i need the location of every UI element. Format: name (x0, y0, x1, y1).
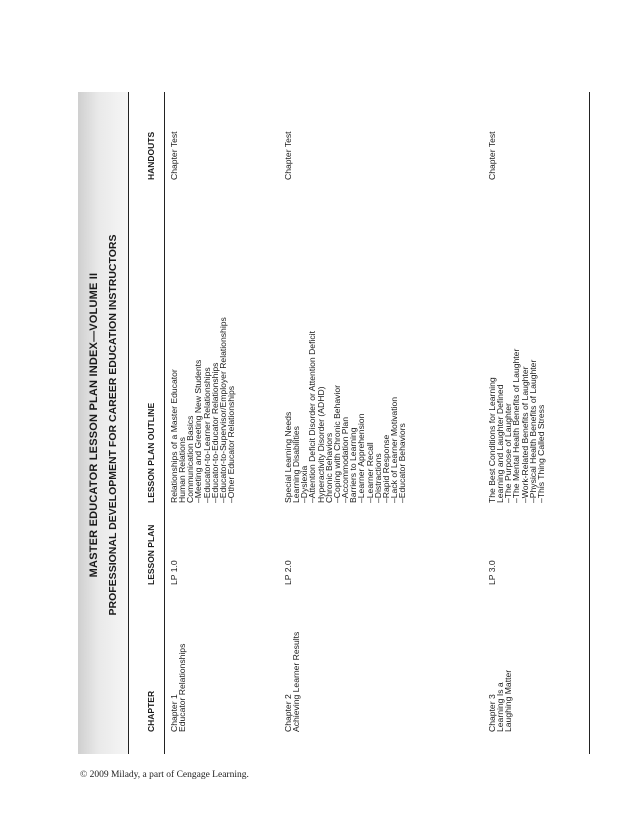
page-title: MASTER EDUCATOR LESSON PLAN INDEX—VOLUME II (88, 272, 100, 578)
table-row-2-outline: Special Learning Needs Learning Disabilities –Dyslexia –Attention Deficit Disorder or Attention Deficit Hyperactivity Disorder (ADHD) Chronic Behaviors –Coping with Chronic Behavior –Accommodation Plan Barriers to Learning –Learner Apprehension –Learner Recall –Distractions –Rapid Response –Lack of Learner Motivation –Educator Behaviors (283, 331, 408, 503)
column-header-lesson-plan: LESSON PLAN (146, 524, 156, 585)
table-row-3-lesson-plan: LP 3.0 (487, 560, 497, 585)
table-row-1-outline: Relationships of a Master Educator Human Relations Communication Basics –Meeting and Greeting New Students –Educator-to-Learner Relationships –Educator-to-Educator Relationships –Educator-to-Supervisor/Employer Relationships –Other Educator Relationships (169, 317, 237, 503)
column-header-handouts: HANDOUTS (146, 131, 156, 180)
table-row-2-lesson-plan: LP 2.0 (283, 560, 293, 585)
table-row-1-handouts: Chapter Test (169, 131, 179, 180)
column-header-outline: LESSON PLAN OUTLINE (146, 402, 156, 503)
table-row-3-outline: The Best Conditions for Learning Learning and Laughter Defined –The Purpose of Laughter –The Mental Health Benefits of Laughter –Work-Related Benefits of Laughter –Physical Health Benefits of Laughter –This Thing Called Stress (487, 348, 546, 503)
table-row-1-lesson-plan: LP 1.0 (169, 560, 179, 585)
table-row-1-chapter: Chapter 1 Educator Relationships (169, 643, 188, 732)
copyright-footer: © 2009 Milady, a part of Cengage Learning. (80, 770, 249, 780)
rotated-table (78, 92, 548, 758)
table-row-3-handouts: Chapter Test (487, 131, 497, 180)
column-header-chapter: CHAPTER (146, 690, 156, 732)
table-row-2-handouts: Chapter Test (283, 131, 293, 180)
table-bottom-rule (589, 92, 590, 754)
table-row-2-chapter: Chapter 2 Achieving Learner Results (283, 631, 302, 732)
table-row-3-chapter: Chapter 3 Learning Is a Laughing Matter (487, 669, 514, 732)
page-subtitle: PROFESSIONAL DEVELOPMENT FOR CAREER EDUCATION INSTRUCTORS (107, 234, 119, 616)
